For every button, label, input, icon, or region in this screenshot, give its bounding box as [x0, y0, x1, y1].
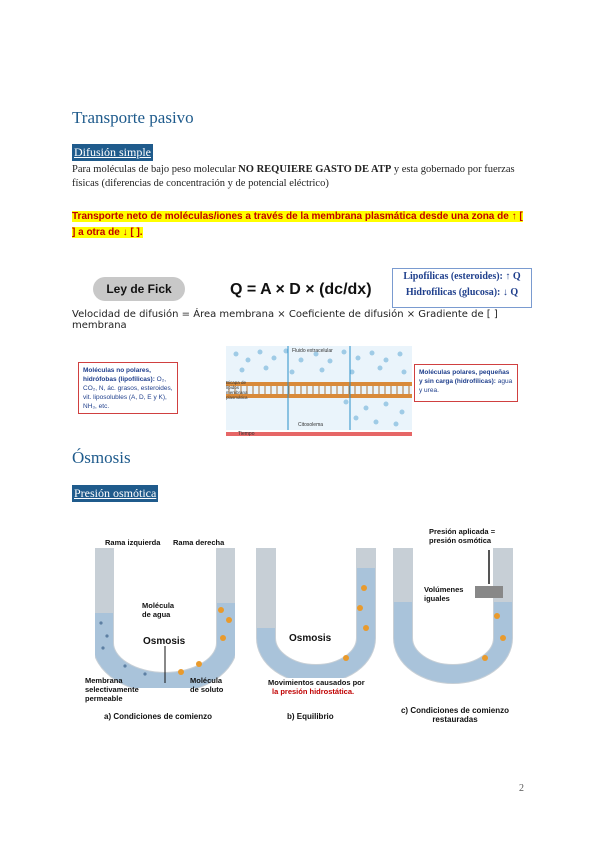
caption-c: c) Condiciones de comienzo restauradas	[400, 706, 509, 724]
polar-molecules-box: Moléculas polares, pequeñas y sin carga (hidrofílicas): agua y urea.	[414, 364, 518, 402]
u-tube-b	[256, 548, 376, 678]
left-arm-label: Rama izquierda	[105, 538, 161, 547]
caption-a: a) Condiciones de comienzo	[104, 712, 213, 721]
subsection-difusion-simple: Difusión simple	[74, 145, 151, 159]
caption-b: b) Equilibrio	[287, 712, 334, 721]
time-label: Tiempo	[238, 431, 255, 437]
extracellular-label: Fluido extracelular	[292, 348, 333, 354]
solubility-box	[392, 268, 532, 308]
osmosis-label-b: Osmosis	[289, 633, 332, 644]
fick-formula: Q = A × D × (dc/dx)	[230, 281, 372, 298]
page-number: 2	[519, 783, 524, 794]
cytosol-label: Citosolema	[298, 422, 324, 428]
membrane-label: Membrana selectivamente permeable	[85, 676, 139, 703]
difusion-paragraph: Para moléculas de bajo peso molecular NO REQUIERE GASTO DE ATP y esta gobernado por fuerzas físicas (diferencias de concentración y de potencial eléctrico)	[72, 164, 515, 189]
movements-label: Movimientos causados por	[268, 678, 365, 687]
ley-de-fick-pill: Ley de Fick	[93, 277, 185, 301]
equal-volumes-label: Volúmenes iguales	[424, 585, 464, 603]
water-molecule-label: Molécula de agua	[142, 601, 175, 619]
lipophilic-line: Lipofílicas (esteroides): ↑ Q	[403, 271, 521, 282]
bilayer-label: Bicapa de lípidos membrana plasmática	[226, 380, 248, 400]
applied-pressure-label: Presión aplicada = presión osmótica	[429, 527, 496, 545]
nonpolar-molecules-box: Moléculas no polares, hidrófobas (lipofílicas): O₂, CO₂, N, ác. grasos, esteroides, vit. liposolubles (A, D, E y K), NH₃, etc.	[78, 362, 178, 414]
highlight-definition: Transporte neto de moléculas/iones a través de la membrana plasmática desde una zona de ↑ [ ] a otra de ↓ [ ].	[72, 211, 523, 238]
hydrophilic-line: Hidrofílicas (glucosa): ↓ Q	[405, 287, 519, 298]
u-tube-c	[393, 548, 513, 688]
hydrostatic-label: la presión hidrostática.	[272, 687, 355, 696]
solute-label: Molécula de soluto	[190, 676, 224, 694]
section-title-transporte-pasivo: Transporte pasivo	[72, 108, 194, 127]
fick-description: Velocidad de difusión = Área membrana × Coeficiente de difusión × Gradiente de [ ] membrana	[72, 309, 498, 331]
subsection-presion-osmotica: Presión osmótica	[74, 486, 157, 500]
section-title-osmosis: Ósmosis	[72, 448, 131, 467]
osmosis-label-a: Osmosis	[143, 636, 186, 647]
right-arm-label: Rama derecha	[173, 538, 225, 547]
